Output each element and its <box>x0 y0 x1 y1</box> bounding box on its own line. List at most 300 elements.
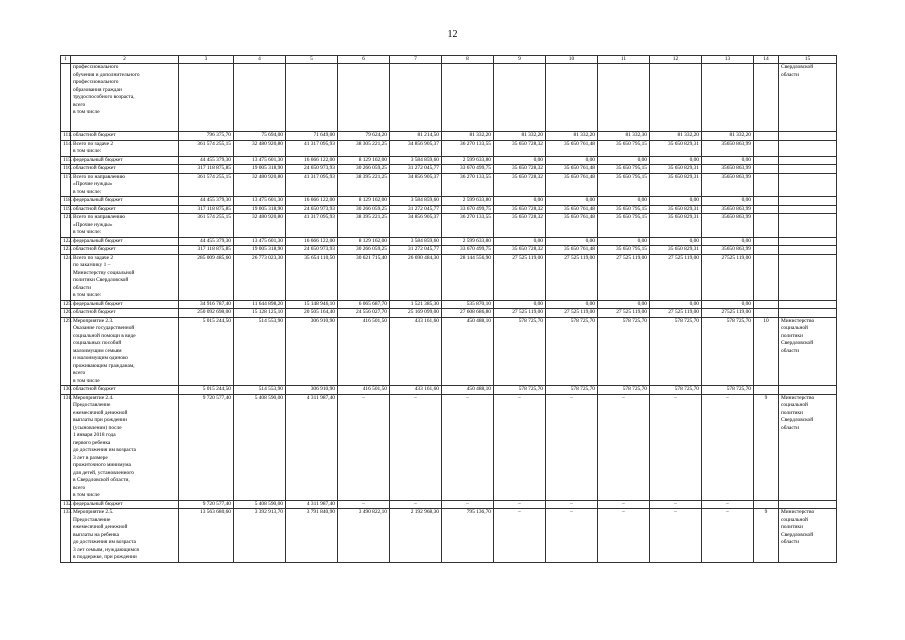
description-cell: областной бюджет <box>71 205 179 214</box>
amount-cell: 4 311 987,40 <box>286 500 338 509</box>
executor-cell <box>779 386 837 395</box>
amount-cell: 35650 863,99 <box>702 205 754 214</box>
row-number-cell: 129. <box>61 317 71 386</box>
table-row <box>61 205 837 214</box>
target-cell <box>754 165 779 174</box>
row-number-cell: 116. <box>61 165 71 174</box>
amount-cell: – <box>702 500 754 509</box>
amount-cell: 13 475 601,30 <box>234 237 286 246</box>
header-cell: 3 <box>179 56 234 64</box>
amount-cell: 34 856 905,37 <box>390 214 442 238</box>
executor-cell <box>779 214 837 238</box>
amount-cell: 0,00 <box>650 237 702 246</box>
amount-cell: 0,00 <box>702 300 754 309</box>
amount-cell <box>546 64 598 132</box>
amount-cell: 38 305 221,25 <box>338 140 390 156</box>
amount-cell: 535 870,10 <box>442 300 494 309</box>
amount-cell: 1 521 385,30 <box>390 300 442 309</box>
description-cell: федеральный бюджет <box>71 237 179 246</box>
header-cell: 5 <box>286 56 338 64</box>
amount-cell <box>650 64 702 132</box>
amount-cell: 0,00 <box>494 300 546 309</box>
amount-cell: 0,00 <box>546 197 598 206</box>
table-row <box>61 64 837 132</box>
amount-cell: 26 690 484,30 <box>390 254 442 300</box>
header-cell: 7 <box>390 56 442 64</box>
header-cell: 11 <box>598 56 650 64</box>
header-cell: 10 <box>546 56 598 64</box>
executor-cell <box>779 156 837 165</box>
amount-cell: 35650 863,99 <box>702 246 754 255</box>
amount-cell <box>234 64 286 132</box>
amount-cell: 34 856 905,37 <box>390 173 442 197</box>
amount-cell: 35 650 795,15 <box>598 214 650 238</box>
executor-cell <box>779 246 837 255</box>
description-cell: федеральный бюджет <box>71 197 179 206</box>
amount-cell: 3 584 859,60 <box>390 237 442 246</box>
budget-table <box>60 55 837 563</box>
header-cell: 1 <box>61 56 71 64</box>
amount-cell: 30 266 059,25 <box>338 205 390 214</box>
amount-cell: 35650 863,99 <box>702 173 754 197</box>
amount-cell: 35 654 110,50 <box>286 254 338 300</box>
amount-cell: 35 650 728,32 <box>494 205 546 214</box>
amount-cell: 24 650 973,93 <box>286 205 338 214</box>
amount-cell: 79 624,20 <box>338 132 390 141</box>
target-cell: 10 <box>754 317 779 386</box>
amount-cell: 75 694,00 <box>234 132 286 141</box>
row-number-cell <box>61 64 71 132</box>
amount-cell: 35 650 829,31 <box>650 173 702 197</box>
amount-cell: 16 666 122,00 <box>286 237 338 246</box>
amount-cell: 41 317 095,93 <box>286 214 338 238</box>
executor-cell <box>779 173 837 197</box>
row-number-cell: 131. <box>61 394 71 500</box>
description-cell: Мероприятие 2.3. Оказание государственной социальной помощи в виде социальных пособий малоимущим семьям и малоимущим одиноко проживающим гражданам, всего в том числе <box>71 317 179 386</box>
executor-cell <box>779 205 837 214</box>
amount-cell: 8 129 162,00 <box>338 197 390 206</box>
amount-cell: 0,00 <box>650 197 702 206</box>
target-cell <box>754 386 779 395</box>
amount-cell: 27 525 119,00 <box>650 309 702 318</box>
amount-cell: 27 525 119,00 <box>598 309 650 318</box>
amount-cell <box>702 64 754 132</box>
amount-cell: 361 574 255,15 <box>179 173 234 197</box>
amount-cell: 0,00 <box>494 156 546 165</box>
header-cell: 4 <box>234 56 286 64</box>
amount-cell: 361 574 255,15 <box>179 140 234 156</box>
amount-cell: 27 525 119,00 <box>546 254 598 300</box>
amount-cell: 450 488,10 <box>442 317 494 386</box>
amount-cell: 32 480 920,80 <box>234 173 286 197</box>
executor-cell <box>779 254 837 300</box>
target-cell <box>754 500 779 509</box>
amount-cell: 0,00 <box>598 237 650 246</box>
target-cell <box>754 246 779 255</box>
table-row <box>61 246 837 255</box>
executor-cell <box>779 500 837 509</box>
amount-cell: 16 666 122,00 <box>286 197 338 206</box>
target-cell <box>754 254 779 300</box>
row-number-cell: 121. <box>61 214 71 238</box>
amount-cell: 8 129 162,00 <box>338 156 390 165</box>
amount-cell: 44 455 379,30 <box>179 197 234 206</box>
amount-cell: 31 272 045,77 <box>390 165 442 174</box>
amount-cell: 30 621 715,40 <box>338 254 390 300</box>
amount-cell: 38 395 221,25 <box>338 214 390 238</box>
executor-cell <box>779 132 837 141</box>
amount-cell: 35 650 829,31 <box>650 165 702 174</box>
amount-cell: 81 332,20 <box>442 132 494 141</box>
amount-cell: 8 129 162,00 <box>338 237 390 246</box>
amount-cell: 0,00 <box>494 197 546 206</box>
description-cell: Мероприятие 2.4. Предоставление ежемесячной денежной выплаты при рождении (усыновлении) после 1 января 2018 года первого ребенка до достижения им возраста 3 лет в размере прожиточного минимума для детей, установленного в Свердловской области, всего в том числе <box>71 394 179 500</box>
target-cell <box>754 237 779 246</box>
amount-cell: 317 118 875,85 <box>179 246 234 255</box>
amount-cell: 35 650 795,15 <box>598 246 650 255</box>
amount-cell: – <box>598 394 650 500</box>
amount-cell: 33 670 499,75 <box>442 165 494 174</box>
amount-cell: – <box>390 500 442 509</box>
target-cell <box>754 64 779 132</box>
amount-cell: 796 375,70 <box>179 132 234 141</box>
description-cell: Всего по задаче 2 по заказчику 1 – Министерству социальной политики Свердловской области в том числе: <box>71 254 179 300</box>
row-number-cell: 122. <box>61 237 71 246</box>
amount-cell <box>286 64 338 132</box>
table-row <box>61 156 837 165</box>
amount-cell: 35 650 795,15 <box>598 173 650 197</box>
table-row <box>61 173 837 197</box>
executor-cell: Министерство социальной политики Свердловской области <box>779 394 837 500</box>
amount-cell: 15 128 125,10 <box>234 309 286 318</box>
amount-cell: – <box>494 509 546 563</box>
amount-cell: – <box>702 394 754 500</box>
amount-cell: 36 270 133,55 <box>442 173 494 197</box>
table-row <box>61 509 837 563</box>
amount-cell: 35 650 728,32 <box>494 140 546 156</box>
amount-cell: 36 270 133,55 <box>442 140 494 156</box>
amount-cell: 27 525 119,00 <box>494 254 546 300</box>
table-row <box>61 394 837 500</box>
amount-cell: 13 475 601,30 <box>234 156 286 165</box>
amount-cell: 81 332,20 <box>650 132 702 141</box>
description-cell: областной бюджет <box>71 386 179 395</box>
amount-cell: 35 650 761,48 <box>546 165 598 174</box>
amount-cell: 35 650 761,48 <box>546 205 598 214</box>
amount-cell <box>494 64 546 132</box>
amount-cell: 3 791 840,90 <box>286 509 338 563</box>
amount-cell: – <box>650 394 702 500</box>
amount-cell: 0,00 <box>494 237 546 246</box>
description-cell: федеральный бюджет <box>71 156 179 165</box>
amount-cell: 433 161,60 <box>390 317 442 386</box>
amount-cell: 416 501,50 <box>338 317 390 386</box>
table-row <box>61 140 837 156</box>
amount-cell: 33 670 499,75 <box>442 246 494 255</box>
amount-cell: 35 650 761,48 <box>546 173 598 197</box>
description-cell: федеральный бюджет <box>71 500 179 509</box>
amount-cell: 514 553,90 <box>234 386 286 395</box>
description-cell: Всего по направлению «Прочие нужды» в том числе: <box>71 173 179 197</box>
amount-cell: 578 725,70 <box>598 317 650 386</box>
row-number-cell: 118. <box>61 197 71 206</box>
amount-cell: 16 666 122,00 <box>286 156 338 165</box>
amount-cell: 27 525 119,00 <box>494 309 546 318</box>
amount-cell: 578 725,70 <box>546 317 598 386</box>
amount-cell: 24 556 027,70 <box>338 309 390 318</box>
header-row <box>61 56 837 64</box>
amount-cell: 0,00 <box>546 156 598 165</box>
amount-cell <box>598 64 650 132</box>
table-row <box>61 300 837 309</box>
amount-cell: 25 169 099,00 <box>390 309 442 318</box>
amount-cell: 27 608 686,80 <box>442 309 494 318</box>
amount-cell: 35 650 829,31 <box>650 140 702 156</box>
amount-cell: 11 644 898,20 <box>234 300 286 309</box>
amount-cell: 5 408 590,00 <box>234 500 286 509</box>
amount-cell: – <box>546 500 598 509</box>
row-number-cell: 114. <box>61 140 71 156</box>
amount-cell: 0,00 <box>546 300 598 309</box>
amount-cell: 24 650 973,93 <box>286 165 338 174</box>
description-cell: Всего по задаче 2 в том числе: <box>71 140 179 156</box>
amount-cell: 15 148 946,10 <box>286 300 338 309</box>
amount-cell: 27 525 119,00 <box>650 254 702 300</box>
amount-cell: 44 455 379,30 <box>179 237 234 246</box>
header-cell: 14 <box>754 56 779 64</box>
amount-cell: 5 015 244,50 <box>179 317 234 386</box>
amount-cell: 578 725,70 <box>650 386 702 395</box>
amount-cell: 578 725,70 <box>494 386 546 395</box>
amount-cell: – <box>338 394 390 500</box>
amount-cell: 306 910,90 <box>286 317 338 386</box>
amount-cell: – <box>442 394 494 500</box>
amount-cell: 35 650 795,15 <box>598 205 650 214</box>
description-cell: областной бюджет <box>71 309 179 318</box>
budget-table-container <box>60 55 834 622</box>
header-cell: 13 <box>702 56 754 64</box>
row-number-cell: 124. <box>61 254 71 300</box>
amount-cell: 27 525 119,00 <box>598 254 650 300</box>
description-cell: Всего по направлению «Прочие нужды» в том числе: <box>71 214 179 238</box>
table-row <box>61 317 837 386</box>
amount-cell: – <box>598 509 650 563</box>
amount-cell: – <box>650 509 702 563</box>
target-cell <box>754 205 779 214</box>
executor-cell <box>779 165 837 174</box>
amount-cell: 0,00 <box>598 300 650 309</box>
table-row <box>61 197 837 206</box>
table-row <box>61 386 837 395</box>
executor-cell: Министерство социальной политики Свердловской области <box>779 509 837 563</box>
amount-cell: 34 916 787,40 <box>179 300 234 309</box>
amount-cell: 81 332,20 <box>702 132 754 141</box>
amount-cell: 306 910,90 <box>286 386 338 395</box>
amount-cell: – <box>338 500 390 509</box>
amount-cell: 41 317 095,93 <box>286 140 338 156</box>
header-cell: 6 <box>338 56 390 64</box>
page-number: 12 <box>447 29 458 40</box>
amount-cell: 30 266 059,25 <box>338 165 390 174</box>
amount-cell: 433 161,60 <box>390 386 442 395</box>
amount-cell: – <box>494 394 546 500</box>
target-cell <box>754 309 779 318</box>
amount-cell: 450 488,10 <box>442 386 494 395</box>
description-cell: федеральный бюджет <box>71 300 179 309</box>
description-cell: профессионального обучения и дополнительного профессионального образования граждан трудоспособного возраста, всего в том числе <box>71 64 179 132</box>
amount-cell: 0,00 <box>702 156 754 165</box>
amount-cell: 317 118 875,85 <box>179 205 234 214</box>
amount-cell: 44 455 379,30 <box>179 156 234 165</box>
executor-cell: Министерство социальной политики Свердловской области <box>779 317 837 386</box>
amount-cell: 578 725,70 <box>702 317 754 386</box>
amount-cell: 0,00 <box>702 237 754 246</box>
amount-cell: 2 192 968,30 <box>390 509 442 563</box>
amount-cell: 2 599 633,80 <box>442 197 494 206</box>
amount-cell: 35 650 829,31 <box>650 205 702 214</box>
amount-cell: 0,00 <box>546 237 598 246</box>
amount-cell: 32 480 920,80 <box>234 140 286 156</box>
executor-cell <box>779 237 837 246</box>
amount-cell: 3 584 859,60 <box>390 197 442 206</box>
table-row <box>61 165 837 174</box>
amount-cell: 19 005 318,90 <box>234 205 286 214</box>
row-number-cell: 123. <box>61 246 71 255</box>
amount-cell: 31 272 045,77 <box>390 246 442 255</box>
header-cell: 8 <box>442 56 494 64</box>
amount-cell: 317 118 875,85 <box>179 165 234 174</box>
amount-cell: 578 725,70 <box>494 317 546 386</box>
amount-cell: 285 009 485,60 <box>179 254 234 300</box>
header-cell: 12 <box>650 56 702 64</box>
amount-cell: 578 725,70 <box>702 386 754 395</box>
amount-cell: 35650 863,99 <box>702 165 754 174</box>
row-number-cell: 133. <box>61 509 71 563</box>
amount-cell: 34 856 905,37 <box>390 140 442 156</box>
executor-cell: Свердловской области <box>779 64 837 132</box>
header-cell: 9 <box>494 56 546 64</box>
description-cell: областной бюджет <box>71 132 179 141</box>
description-cell: Мероприятие 2.5. Предоставление ежемесячной денежной выплаты на ребенка до достижения им возраста 3 лет семьям, нуждающимся в поддержке, при рождении <box>71 509 179 563</box>
amount-cell: 20 505 164,40 <box>286 309 338 318</box>
row-number-cell: 115. <box>61 156 71 165</box>
amount-cell: 30 266 059,25 <box>338 246 390 255</box>
target-cell <box>754 132 779 141</box>
row-number-cell: 132. <box>61 500 71 509</box>
target-cell <box>754 156 779 165</box>
amount-cell: – <box>390 394 442 500</box>
amount-cell: 416 501,50 <box>338 386 390 395</box>
amount-cell: 33 670 499,75 <box>442 205 494 214</box>
target-cell: 9 <box>754 394 779 500</box>
amount-cell: – <box>546 509 598 563</box>
amount-cell: – <box>442 500 494 509</box>
row-number-cell: 126. <box>61 309 71 318</box>
amount-cell: 35 650 761,48 <box>546 246 598 255</box>
amount-cell: 578 725,70 <box>598 386 650 395</box>
amount-cell: 0,00 <box>702 197 754 206</box>
amount-cell: 19 005 318,90 <box>234 246 286 255</box>
amount-cell: 35 650 761,48 <box>546 214 598 238</box>
amount-cell: 6 065 687,70 <box>338 300 390 309</box>
target-cell <box>754 300 779 309</box>
row-number-cell: 130. <box>61 386 71 395</box>
amount-cell: 0,00 <box>598 197 650 206</box>
amount-cell <box>338 64 390 132</box>
amount-cell: 35 650 728,32 <box>494 214 546 238</box>
header-cell: 15 <box>779 56 837 64</box>
amount-cell: 514 553,90 <box>234 317 286 386</box>
table-row <box>61 500 837 509</box>
executor-cell <box>779 300 837 309</box>
amount-cell: 27525 119,00 <box>702 309 754 318</box>
amount-cell: – <box>702 509 754 563</box>
table-row <box>61 237 837 246</box>
target-cell <box>754 140 779 156</box>
header-cell: 2 <box>71 56 179 64</box>
description-cell: областной бюджет <box>71 165 179 174</box>
amount-cell: 41 317 095,93 <box>286 173 338 197</box>
amount-cell: 19 005 318,90 <box>234 165 286 174</box>
amount-cell: 27525 119,00 <box>702 254 754 300</box>
amount-cell: 3 490 822,10 <box>338 509 390 563</box>
amount-cell: 81 332,20 <box>494 132 546 141</box>
table-row <box>61 132 837 141</box>
target-cell: 9 <box>754 509 779 563</box>
amount-cell: 38 395 221,25 <box>338 173 390 197</box>
amount-cell: 361 574 255,15 <box>179 214 234 238</box>
amount-cell: 24 650 973,93 <box>286 246 338 255</box>
amount-cell: 4 311 987,40 <box>286 394 338 500</box>
amount-cell: 2 599 633,80 <box>442 156 494 165</box>
amount-cell <box>390 64 442 132</box>
table-row <box>61 254 837 300</box>
amount-cell: 2 599 633,80 <box>442 237 494 246</box>
amount-cell: 26 773 023,30 <box>234 254 286 300</box>
amount-cell: 5 015 244,50 <box>179 386 234 395</box>
amount-cell: 0,00 <box>598 156 650 165</box>
amount-cell <box>179 64 234 132</box>
amount-cell: 71 649,00 <box>286 132 338 141</box>
amount-cell: 5 408 590,00 <box>234 394 286 500</box>
executor-cell <box>779 197 837 206</box>
row-number-cell: 111. <box>61 132 71 141</box>
amount-cell: 250 092 698,00 <box>179 309 234 318</box>
target-cell <box>754 173 779 197</box>
row-number-cell: 119. <box>61 205 71 214</box>
amount-cell: 795 136,70 <box>442 509 494 563</box>
amount-cell: 35 650 829,31 <box>650 246 702 255</box>
amount-cell: 0,00 <box>650 300 702 309</box>
amount-cell: 13 475 601,30 <box>234 197 286 206</box>
amount-cell: 35650 863,99 <box>702 214 754 238</box>
amount-cell: – <box>650 500 702 509</box>
amount-cell: 35 650 761,48 <box>546 140 598 156</box>
amount-cell: 3 392 913,70 <box>234 509 286 563</box>
table-row <box>61 309 837 318</box>
amount-cell: 35 650 728,32 <box>494 246 546 255</box>
amount-cell: 578 725,70 <box>546 386 598 395</box>
executor-cell <box>779 309 837 318</box>
amount-cell: – <box>598 500 650 509</box>
amount-cell: 81 214,50 <box>390 132 442 141</box>
amount-cell <box>442 64 494 132</box>
amount-cell: 0,00 <box>650 156 702 165</box>
table-body <box>61 64 837 563</box>
amount-cell: 31 272 045,77 <box>390 205 442 214</box>
row-number-cell: 125. <box>61 300 71 309</box>
amount-cell: 35 650 795,15 <box>598 140 650 156</box>
